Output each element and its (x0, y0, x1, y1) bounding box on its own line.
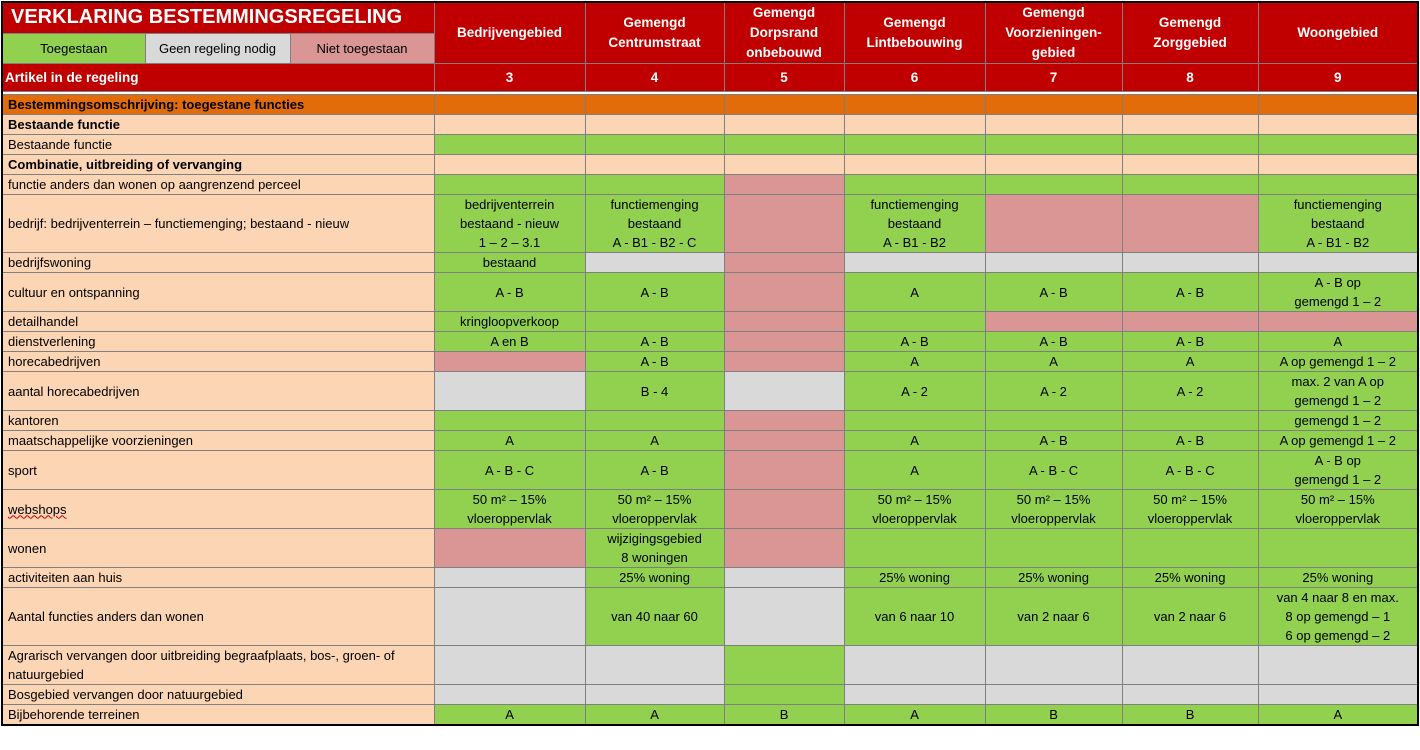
table-cell (585, 135, 724, 155)
table-cell: 50 m² – 15% vloeroppervlak (585, 490, 724, 529)
section-row (2, 95, 1418, 115)
table-cell: functiemenging bestaand A - B1 - B2 (844, 195, 985, 253)
table-cell (434, 588, 585, 646)
table-cell (724, 135, 844, 155)
table-cell (844, 95, 985, 115)
table-cell (724, 588, 844, 646)
table-cell (1122, 155, 1258, 175)
row-label: dienstverlening (2, 332, 434, 352)
table-cell (585, 312, 724, 332)
table-cell: A (844, 431, 985, 451)
row-label: bedrijfswoning (2, 253, 434, 273)
row-label: aantal horecabedrijven (2, 372, 434, 411)
table-cell (434, 175, 585, 195)
table-cell (724, 372, 844, 411)
table-cell: A op gemengd 1 – 2 (1258, 431, 1418, 451)
table-cell: A - 2 (844, 372, 985, 411)
table-cell (434, 115, 585, 135)
table-cell (724, 115, 844, 135)
table-row (2, 705, 1418, 726)
table-cell (1258, 685, 1418, 705)
table-row (2, 253, 1418, 273)
table-row (2, 312, 1418, 332)
table-row (2, 646, 1418, 685)
article-number: 4 (585, 64, 724, 92)
table-cell: bestaand (434, 253, 585, 273)
table-row (2, 588, 1418, 646)
table-cell (1258, 646, 1418, 685)
table-cell (1258, 135, 1418, 155)
table-cell: A - 2 (985, 372, 1122, 411)
table-cell (724, 175, 844, 195)
article-number: 9 (1258, 64, 1418, 92)
column-header: Gemengd Lintbebouwing (844, 2, 985, 64)
table-cell (434, 372, 585, 411)
table-cell (1122, 253, 1258, 273)
table-cell: A - B (844, 332, 985, 352)
row-label: Combinatie, uitbreiding of vervanging (2, 155, 434, 175)
table-row (2, 195, 1418, 253)
table-row (2, 372, 1418, 411)
table-cell: A (1258, 705, 1418, 726)
table-cell (434, 529, 585, 568)
table-cell (985, 115, 1122, 135)
table-cell (1122, 312, 1258, 332)
article-number: 5 (724, 64, 844, 92)
table-cell (434, 135, 585, 155)
table-cell: A - B (434, 273, 585, 312)
table-row (2, 273, 1418, 312)
table-cell (724, 646, 844, 685)
table-cell (985, 135, 1122, 155)
table-row (2, 529, 1418, 568)
table-row (2, 568, 1418, 588)
table-cell (724, 431, 844, 451)
table-cell: A - B - C (985, 451, 1122, 490)
table-cell (1258, 155, 1418, 175)
table-cell (1258, 95, 1418, 115)
table-cell (844, 155, 985, 175)
table-cell: A - 2 (1122, 372, 1258, 411)
table-cell: max. 2 van A op gemengd 1 – 2 (1258, 372, 1418, 411)
table-cell: A (1122, 352, 1258, 372)
table-cell: 50 m² – 15% vloeroppervlak (1258, 490, 1418, 529)
row-label: detailhandel (2, 312, 434, 332)
row-label: horecabedrijven (2, 352, 434, 372)
table-row (2, 685, 1418, 705)
table-cell: A (985, 352, 1122, 372)
table-cell: A - B (1122, 273, 1258, 312)
table-cell (1122, 646, 1258, 685)
table-cell (585, 115, 724, 135)
table-cell (1258, 253, 1418, 273)
table-cell (585, 95, 724, 115)
table-cell (844, 646, 985, 685)
row-label: Aantal functies anders dan wonen (2, 588, 434, 646)
row-label: cultuur en ontspanning (2, 273, 434, 312)
table-cell (724, 195, 844, 253)
table-cell: 50 m² – 15% vloeroppervlak (844, 490, 985, 529)
table-row (2, 175, 1418, 195)
table-cell: van 2 naar 6 (985, 588, 1122, 646)
table-cell: functiemenging bestaand A - B1 - B2 (1258, 195, 1418, 253)
table-cell (985, 95, 1122, 115)
legend-not-allowed: Niet toegestaan (290, 33, 434, 63)
table-cell: B (1122, 705, 1258, 726)
table-row (2, 490, 1418, 529)
table-cell (434, 568, 585, 588)
table-cell (724, 155, 844, 175)
table-cell (724, 253, 844, 273)
article-number: 8 (1122, 64, 1258, 92)
table-cell (1258, 529, 1418, 568)
table-cell: van 4 naar 8 en max. 8 op gemengd – 1 6 op gemengd – 2 (1258, 588, 1418, 646)
row-label: wonen (2, 529, 434, 568)
table-cell (1122, 529, 1258, 568)
table-cell: A (844, 451, 985, 490)
article-label: Artikel in de regeling (2, 64, 434, 92)
table-cell: kringloopverkoop (434, 312, 585, 332)
table-cell: van 6 naar 10 (844, 588, 985, 646)
table-cell (1122, 95, 1258, 115)
table-cell (1122, 115, 1258, 135)
row-label: Bestaande functie (2, 135, 434, 155)
table-cell: A - B (585, 332, 724, 352)
table-cell: 50 m² – 15% vloeroppervlak (1122, 490, 1258, 529)
table-cell: A - B (985, 332, 1122, 352)
row-label: bedrijf: bedrijventerrein – functiemenging; bestaand - nieuw (2, 195, 434, 253)
table-cell: B (724, 705, 844, 726)
table-cell (1258, 312, 1418, 332)
table-cell: 25% woning (844, 568, 985, 588)
table-cell (844, 411, 985, 431)
table-cell (434, 352, 585, 372)
row-label: webshops (2, 490, 434, 529)
table-cell: A - B (585, 451, 724, 490)
table-cell (724, 685, 844, 705)
table-cell (1122, 175, 1258, 195)
table-cell (585, 646, 724, 685)
row-label: activiteiten aan huis (2, 568, 434, 588)
table-cell: A - B (985, 273, 1122, 312)
table-cell (844, 135, 985, 155)
table-cell (585, 155, 724, 175)
article-number: 3 (434, 64, 585, 92)
table-cell: A - B (1122, 431, 1258, 451)
table-cell: A - B - C (1122, 451, 1258, 490)
table-cell (985, 646, 1122, 685)
table-cell (585, 253, 724, 273)
table-cell: A - B (985, 431, 1122, 451)
table-cell (434, 155, 585, 175)
row-label: functie anders dan wonen op aangrenzend perceel (2, 175, 434, 195)
table-cell (724, 332, 844, 352)
table-cell (585, 411, 724, 431)
table-cell (844, 115, 985, 135)
table-cell (1122, 135, 1258, 155)
table-cell (844, 529, 985, 568)
table-cell (985, 175, 1122, 195)
table-cell (724, 451, 844, 490)
table-cell: bedrijventerrein bestaand - nieuw 1 – 2 – 3.1 (434, 195, 585, 253)
table-cell (724, 490, 844, 529)
row-label: sport (2, 451, 434, 490)
table-cell (724, 95, 844, 115)
column-header: Gemengd Voorzieningen-gebied (985, 2, 1122, 64)
table-cell: A - B (585, 352, 724, 372)
table-cell: A (585, 431, 724, 451)
table-cell: A op gemengd 1 – 2 (1258, 352, 1418, 372)
table-cell: gemengd 1 – 2 (1258, 411, 1418, 431)
table-cell (1122, 195, 1258, 253)
row-label: Bestemmingsomschrijving: toegestane functies (2, 95, 434, 115)
table-cell: B - 4 (585, 372, 724, 411)
table-cell (724, 312, 844, 332)
table-cell: B (985, 705, 1122, 726)
table-cell (434, 685, 585, 705)
table-cell: A - B op gemengd 1 – 2 (1258, 451, 1418, 490)
table-cell: A (585, 705, 724, 726)
table-cell: A - B - C (434, 451, 585, 490)
table-cell (434, 411, 585, 431)
column-header: Bedrijvengebied (434, 2, 585, 64)
table-cell (585, 175, 724, 195)
table-cell (844, 312, 985, 332)
table-cell: A - B (1122, 332, 1258, 352)
table-cell (985, 685, 1122, 705)
table-cell: A en B (434, 332, 585, 352)
table-cell (844, 685, 985, 705)
table-cell (724, 273, 844, 312)
table-cell: 25% woning (985, 568, 1122, 588)
table-row (2, 352, 1418, 372)
table-cell: wijzigingsgebied 8 woningen (585, 529, 724, 568)
table-cell (585, 685, 724, 705)
table-title: VERKLARING BESTEMMINGSREGELING (2, 2, 434, 33)
table-cell: 25% woning (585, 568, 724, 588)
table-cell (1122, 685, 1258, 705)
article-number: 6 (844, 64, 985, 92)
row-label: maatschappelijke voorzieningen (2, 431, 434, 451)
table-cell (724, 529, 844, 568)
article-number: 7 (985, 64, 1122, 92)
table-row (2, 451, 1418, 490)
table-row (2, 431, 1418, 451)
table-cell: A (1258, 332, 1418, 352)
table-cell: A - B op gemengd 1 – 2 (1258, 273, 1418, 312)
column-header: Gemengd Dorpsrand onbebouwd (724, 2, 844, 64)
table-row (2, 411, 1418, 431)
table-cell (985, 155, 1122, 175)
table-cell (844, 175, 985, 195)
table-cell: 50 m² – 15% vloeroppervlak (434, 490, 585, 529)
table-cell (724, 411, 844, 431)
row-label: Bestaande functie (2, 115, 434, 135)
row-label: Bijbehorende terreinen (2, 705, 434, 726)
table-cell: A (434, 705, 585, 726)
table-cell: 25% woning (1258, 568, 1418, 588)
subsection-row (2, 155, 1418, 175)
legend-allowed: Toegestaan (2, 33, 145, 63)
table-cell: 25% woning (1122, 568, 1258, 588)
table-cell: A (434, 431, 585, 451)
column-header: Woongebied (1258, 2, 1418, 64)
table-cell (434, 646, 585, 685)
table-cell (985, 411, 1122, 431)
table-cell: A (844, 705, 985, 726)
table-cell: van 2 naar 6 (1122, 588, 1258, 646)
table-cell (985, 529, 1122, 568)
subsection-row (2, 115, 1418, 135)
table-cell (1122, 411, 1258, 431)
table-cell (985, 312, 1122, 332)
table-cell (985, 195, 1122, 253)
table-cell: A - B (585, 273, 724, 312)
row-label: kantoren (2, 411, 434, 431)
row-label: Bosgebied vervangen door natuurgebied (2, 685, 434, 705)
table-row (2, 332, 1418, 352)
table-cell: A (844, 273, 985, 312)
table-cell (1258, 175, 1418, 195)
row-label: Agrarisch vervangen door uitbreiding begraafplaats, bos-, groen- of natuurgebied (2, 646, 434, 685)
table-cell: functiemenging bestaand A - B1 - B2 - C (585, 195, 724, 253)
table-cell (985, 253, 1122, 273)
table-cell (434, 95, 585, 115)
table-cell (1258, 115, 1418, 135)
table-cell: 50 m² – 15% vloeroppervlak (985, 490, 1122, 529)
legend-none-needed: Geen regeling nodig (145, 33, 290, 63)
table-cell: A (844, 352, 985, 372)
column-header: Gemengd Centrumstraat (585, 2, 724, 64)
regulation-table (1, 1, 1419, 726)
column-header: Gemengd Zorggebied (1122, 2, 1258, 64)
table-cell (724, 568, 844, 588)
table-cell (724, 352, 844, 372)
table-cell: van 40 naar 60 (585, 588, 724, 646)
table-cell (844, 253, 985, 273)
table-row (2, 135, 1418, 155)
